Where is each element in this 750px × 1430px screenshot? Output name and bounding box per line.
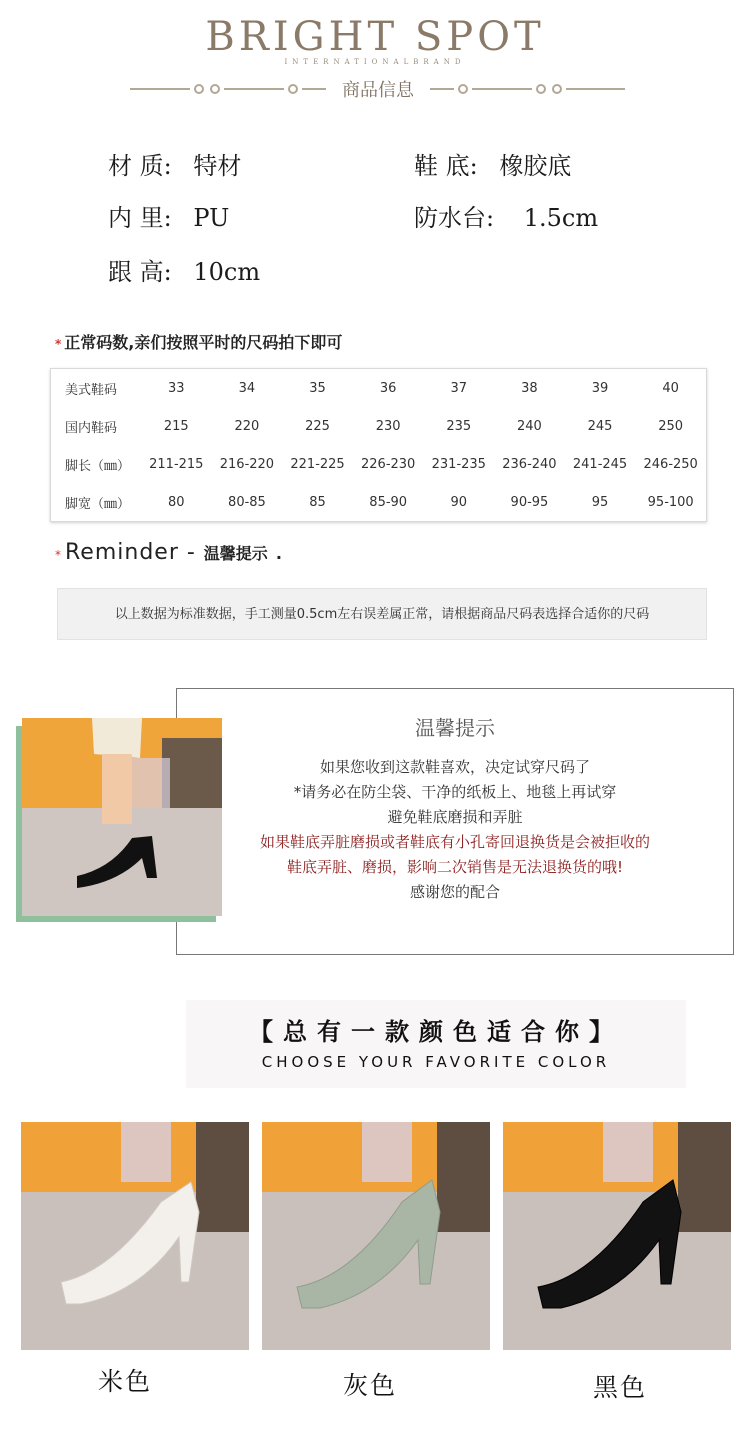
color-option-gray-photo[interactable] bbox=[262, 1122, 490, 1350]
spec-label: 跟 高: bbox=[108, 258, 172, 286]
row-header: 脚长（㎜） bbox=[65, 458, 131, 474]
table-cell: 230 bbox=[375, 418, 401, 434]
size-table bbox=[50, 368, 707, 522]
table-cell: 85 bbox=[309, 494, 326, 510]
section-title: 商品信息 bbox=[342, 80, 414, 101]
table-cell: 38 bbox=[521, 380, 538, 396]
table-cell: 246-250 bbox=[643, 456, 698, 472]
table-row bbox=[51, 407, 706, 445]
spec-label: 防水台: bbox=[414, 204, 495, 232]
reminder-heading bbox=[55, 540, 282, 565]
tips-line: 避免鞋底磨损和弄脏 bbox=[387, 808, 523, 826]
tips-line: 感谢您的配合 bbox=[409, 883, 500, 901]
choose-color-subtitle: CHOOSE YOUR FAVORITE COLOR bbox=[261, 1053, 611, 1071]
table-cell: 226-230 bbox=[361, 456, 416, 472]
table-cell: 80-85 bbox=[228, 494, 266, 510]
table-cell: 250 bbox=[658, 418, 684, 434]
row-header: 脚宽（㎜） bbox=[65, 496, 131, 512]
table-cell: 37 bbox=[450, 380, 468, 396]
choose-color-title: 【总有一款颜色适合你】 bbox=[249, 1018, 623, 1046]
table-cell: 245 bbox=[587, 418, 613, 434]
table-cell: 211-215 bbox=[149, 456, 204, 472]
spec-value: 1.5cm bbox=[523, 204, 599, 232]
color-option-beige-photo[interactable] bbox=[21, 1122, 249, 1350]
tips-line-warning: 鞋底弄脏、磨损，影响二次销售是无法退换货的哦! bbox=[286, 858, 623, 876]
table-cell: 235 bbox=[446, 418, 472, 434]
table-cell: 241-245 bbox=[572, 456, 628, 472]
table-cell: 90 bbox=[450, 494, 468, 510]
spec-heel bbox=[108, 252, 260, 287]
spec-lining bbox=[108, 198, 229, 233]
table-cell: 35 bbox=[309, 380, 326, 396]
table-cell: 95 bbox=[591, 494, 609, 510]
asterisk-icon: * bbox=[55, 548, 62, 562]
reminder-title-cn: 温馨提示 bbox=[203, 544, 268, 563]
spec-material bbox=[108, 146, 241, 181]
table-cell: 240 bbox=[517, 418, 542, 434]
table-cell: 80 bbox=[168, 494, 185, 510]
reminder-title-en: Reminder - bbox=[65, 540, 196, 565]
spec-label: 材 质: bbox=[108, 152, 172, 180]
size-note: * 正常码数,亲们按照平时的尺码拍下即可 bbox=[55, 333, 343, 352]
table-cell: 236-240 bbox=[502, 456, 557, 472]
table-cell: 34 bbox=[238, 380, 256, 396]
table-cell: 231-235 bbox=[431, 456, 486, 472]
spec-value: PU bbox=[193, 204, 230, 232]
tips-line: 如果您收到这款鞋喜欢，决定试穿尺码了 bbox=[319, 758, 590, 776]
table-cell: 216-220 bbox=[219, 456, 275, 472]
spec-value: 橡胶底 bbox=[499, 152, 572, 180]
row-header: 国内鞋码 bbox=[65, 420, 118, 436]
color-label-beige: 米色 bbox=[98, 1367, 153, 1396]
color-label-gray: 灰色 bbox=[343, 1371, 398, 1400]
brand-subtitle: INTERNATIONALBRAND bbox=[284, 58, 466, 66]
reminder-dot: . bbox=[275, 544, 282, 563]
color-option-black-photo[interactable] bbox=[503, 1122, 731, 1350]
spec-label: 鞋 底: bbox=[414, 152, 478, 180]
brand-logo: BRIGHT SPOT bbox=[205, 14, 545, 60]
reminder-text: 以上数据为标准数据，手工测量0.5cm左右误差属正常，请根据商品尺码表选择合适你的尺码 bbox=[57, 588, 707, 640]
spec-value: 10cm bbox=[193, 258, 261, 286]
spec-sole bbox=[414, 146, 571, 181]
row-header: 美式鞋码 bbox=[65, 382, 118, 398]
table-cell: 33 bbox=[168, 380, 185, 396]
table-cell: 36 bbox=[379, 380, 397, 396]
spec-label: 内 里: bbox=[108, 204, 172, 232]
asterisk-icon: * bbox=[55, 337, 62, 351]
table-cell: 215 bbox=[163, 418, 189, 434]
section-divider bbox=[130, 76, 625, 100]
table-cell: 85-90 bbox=[369, 494, 408, 510]
table-cell: 221-225 bbox=[290, 456, 345, 472]
table-cell: 220 bbox=[234, 418, 260, 434]
table-cell: 40 bbox=[662, 380, 679, 396]
table-cell: 225 bbox=[305, 418, 330, 434]
color-label-black: 黑色 bbox=[593, 1373, 648, 1402]
tips-line: *请务必在防尘袋、干净的纸板上、地毯上再试穿 bbox=[293, 783, 617, 801]
table-cell: 90-95 bbox=[510, 494, 549, 510]
tips-line-warning: 如果鞋底弄脏磨损或者鞋底有小孔寄回退换货是会被拒收的 bbox=[259, 833, 650, 851]
table-cell: 95-100 bbox=[647, 494, 694, 510]
tips-title: 温馨提示 bbox=[415, 716, 495, 740]
table-row bbox=[51, 369, 706, 407]
spec-platform bbox=[414, 198, 598, 233]
spec-value: 特材 bbox=[193, 152, 242, 180]
table-cell: 39 bbox=[591, 380, 609, 396]
table-row bbox=[51, 483, 706, 521]
table-row bbox=[51, 445, 706, 483]
